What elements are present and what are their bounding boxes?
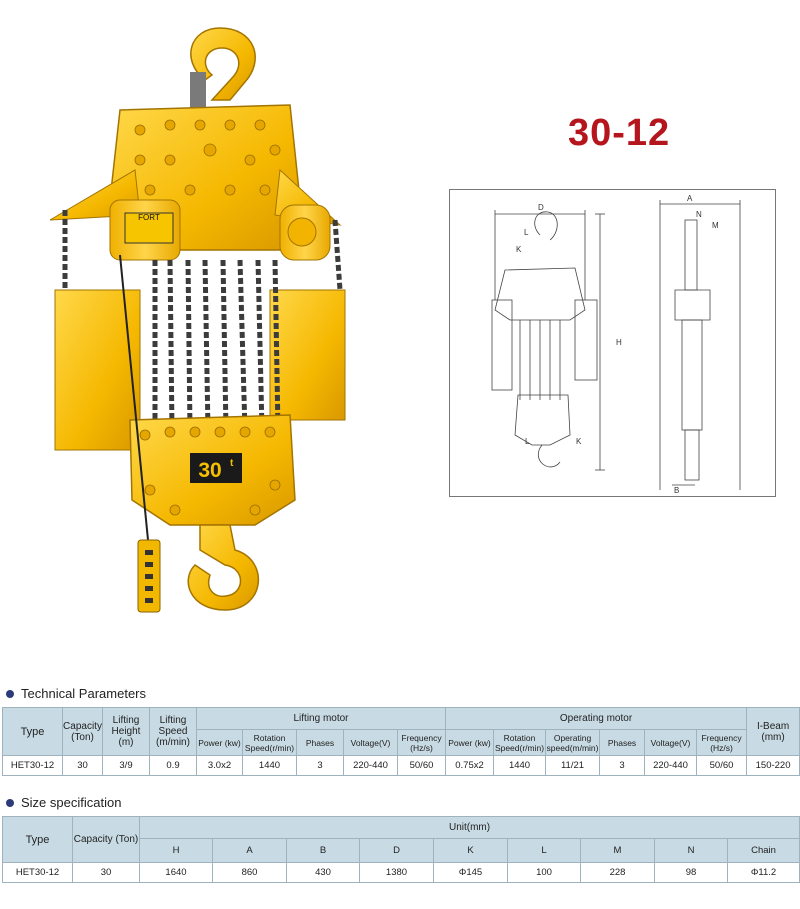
dim-label-b: B — [674, 486, 680, 495]
td-lifting-speed: 0.9 — [150, 756, 197, 776]
th-lifting-speed: Lifting Speed (m/min) — [150, 708, 197, 756]
model-title: 30-12 — [568, 112, 671, 154]
td-type: HET30-12 — [3, 756, 63, 776]
th-size-h: H — [140, 839, 213, 863]
th-size-unit: Unit(mm) — [140, 817, 800, 839]
th-size-n: N — [655, 839, 728, 863]
th-op-speed: Operating speed(m/min) — [546, 730, 600, 756]
th-op-power: Power (kw) — [446, 730, 494, 756]
td-size-b: 430 — [287, 863, 360, 883]
td-size-m: 228 — [581, 863, 655, 883]
th-op-phases: Phases — [600, 730, 645, 756]
th-type: Type — [3, 708, 63, 756]
td-lifting-height: 3/9 — [103, 756, 150, 776]
th-size-b: B — [287, 839, 360, 863]
th-op-voltage: Voltage(V) — [645, 730, 697, 756]
th-op-rotation: Rotation Speed(r/min) — [494, 730, 546, 756]
dim-label-a: A — [687, 194, 693, 203]
th-lift-rotation: Rotation Speed(r/min) — [243, 730, 297, 756]
th-lifting-height: Lifting Height (m) — [103, 708, 150, 756]
dim-label-k-bottom: K — [576, 437, 582, 446]
th-size-type: Type — [3, 817, 73, 863]
th-ibeam: I-Beam (mm) — [747, 708, 800, 756]
th-lift-power: Power (kw) — [197, 730, 243, 756]
dim-label-h: H — [616, 338, 622, 347]
dim-label-l-bottom: L — [525, 437, 530, 446]
dim-label-d: D — [538, 203, 544, 212]
td-lift-phases: 3 — [297, 756, 344, 776]
dimension-drawing — [449, 189, 776, 497]
technical-parameters-heading — [6, 686, 146, 701]
td-size-capacity: 30 — [73, 863, 140, 883]
td-capacity: 30 — [63, 756, 103, 776]
th-size-capacity: Capacity (Ton) — [73, 817, 140, 863]
td-size-chain: Φ11.2 — [728, 863, 800, 883]
td-op-phases: 3 — [600, 756, 645, 776]
bullet-icon — [6, 690, 14, 698]
td-lift-power: 3.0x2 — [197, 756, 243, 776]
td-size-n: 98 — [655, 863, 728, 883]
size-specification-title: Size specification — [21, 795, 122, 810]
td-op-power: 0.75x2 — [446, 756, 494, 776]
td-size-a: 860 — [213, 863, 287, 883]
th-size-l: L — [508, 839, 581, 863]
size-specification-heading — [6, 795, 121, 810]
technical-parameters-title: Technical Parameters — [21, 686, 146, 701]
hoist-capacity-label: 30 — [198, 459, 222, 482]
th-operating-motor: Operating motor — [446, 708, 747, 730]
hoist-capacity-unit: t — [230, 458, 234, 469]
td-size-l: 100 — [508, 863, 581, 883]
table-row — [3, 756, 800, 776]
brand-plate-text: FORT — [138, 213, 160, 222]
dim-label-k-top: K — [516, 245, 522, 254]
th-lift-phases: Phases — [297, 730, 344, 756]
td-ibeam: 150-220 — [747, 756, 800, 776]
td-op-voltage: 220-440 — [645, 756, 697, 776]
td-lift-rotation: 1440 — [243, 756, 297, 776]
dim-label-l-top: L — [524, 228, 529, 237]
th-size-k: K — [434, 839, 508, 863]
th-capacity: Capacity (Ton) — [63, 708, 103, 756]
td-size-d: 1380 — [360, 863, 434, 883]
th-lift-voltage: Voltage(V) — [344, 730, 398, 756]
hoist-product-image — [40, 20, 370, 620]
bullet-icon — [6, 799, 14, 807]
th-size-m: M — [581, 839, 655, 863]
table-row — [3, 863, 800, 883]
th-lifting-motor: Lifting motor — [197, 708, 446, 730]
dim-label-m: M — [712, 221, 719, 230]
size-specification-table — [2, 816, 800, 883]
th-op-frequency: Frequency (Hz/s) — [697, 730, 747, 756]
td-lift-voltage: 220-440 — [344, 756, 398, 776]
th-size-d: D — [360, 839, 434, 863]
dim-label-n: N — [696, 210, 702, 219]
td-op-frequency: 50/60 — [697, 756, 747, 776]
td-lift-frequency: 50/60 — [398, 756, 446, 776]
td-op-speed: 11/21 — [546, 756, 600, 776]
th-lift-frequency: Frequency (Hz/s) — [398, 730, 446, 756]
th-size-chain: Chain — [728, 839, 800, 863]
th-size-a: A — [213, 839, 287, 863]
dimension-drawing-svg — [450, 190, 775, 496]
td-size-h: 1640 — [140, 863, 213, 883]
td-size-k: Φ145 — [434, 863, 508, 883]
technical-parameters-table — [2, 707, 800, 776]
td-size-type: HET30-12 — [3, 863, 73, 883]
td-op-rotation: 1440 — [494, 756, 546, 776]
